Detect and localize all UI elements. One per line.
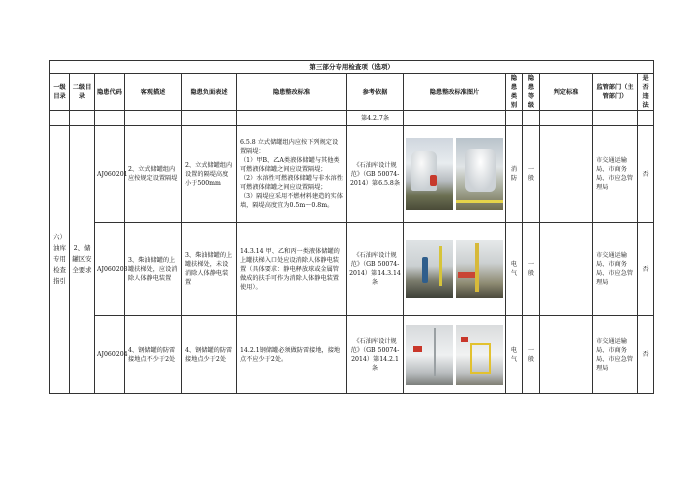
staircase-photo <box>456 240 503 298</box>
hazard-code: AJ060204 <box>95 316 125 394</box>
level2-category: 2、储罐区安全要求 <box>70 126 95 394</box>
continuation-basis: 第4.2.7条 <box>347 111 404 126</box>
header-veto: 是否违法 <box>638 74 654 111</box>
supervising-dept: 市交通运输局、市商务局、市应急管理局 <box>593 316 638 394</box>
hazard-category: 消防 <box>506 126 523 223</box>
hazard-grade: 一般 <box>523 126 540 223</box>
tank-photo <box>406 138 453 210</box>
objective-description: 4、钢储罐的防雷接地点不少于2处 <box>125 316 182 394</box>
negative-description: 2、立式储罐组内设置的隔堤高度小于500mm <box>182 126 237 223</box>
header-photo: 隐患整改标准图片 <box>404 74 506 111</box>
rectify-line: （2）水溶性可燃液体储罐与非水溶性可燃液体储罐之间应设置隔堤； <box>240 175 343 191</box>
level1-category: 六）油库专用检查指引 <box>50 126 70 394</box>
header-objective: 客观描述 <box>125 74 182 111</box>
header-dept: 监管部门（主管部门） <box>593 74 638 111</box>
grounding-photo <box>456 325 503 385</box>
header-negative: 隐患负面表述 <box>182 74 237 111</box>
inspection-sheet <box>49 60 653 372</box>
header-code: 隐患代码 <box>95 74 125 111</box>
reference-basis: 《石油库设计规范》（GB 50074-2014）第6.5.8条 <box>347 126 404 223</box>
staircase-photo <box>406 240 453 298</box>
rectify-line: （1）甲B、乙A类液体储罐与其他类可燃液体储罐之间应设置隔堤； <box>240 157 340 173</box>
objective-description: 2、立式储罐组内应按规定设置隔堤 <box>125 126 182 223</box>
rectify-line: 6.5.8 立式储罐组内应按下列规定设置隔堤： <box>240 139 339 155</box>
rectify-standard <box>237 126 347 223</box>
hazard-category: 电气 <box>506 316 523 394</box>
header-grade: 隐患等级 <box>523 74 540 111</box>
rectify-standard <box>237 223 347 316</box>
table-row <box>50 316 654 394</box>
negative-description: 3、柴油储罐的上罐扶梯处，未设消除人体静电装置 <box>182 223 237 316</box>
tank-photo <box>456 138 503 210</box>
grounding-photo <box>406 325 453 385</box>
section-title: 第三部分专用检查项（选项） <box>50 61 654 74</box>
continuation-row <box>50 111 654 126</box>
hazard-category: 电气 <box>506 223 523 316</box>
judge-standard <box>540 316 593 394</box>
hazard-code: AJ060203 <box>95 223 125 316</box>
veto-flag: 否 <box>638 223 654 316</box>
rectify-line: 14.2.1钢储罐必须做防雷接地，接地点不应少于2处。 <box>240 346 341 363</box>
rectify-line: （3）隔堤应采用不燃材料建造的实体墙，隔堤高度宜为0.5m～0.8m。 <box>240 193 343 209</box>
rectify-line: 14.3.14 甲、乙和丙一类液体储罐的上罐扶梯入口处应设消除人体静电装置（具体要求：静电释放球或金属管做成的扶手可作为消除人体静电装置使用）。 <box>240 247 340 291</box>
header-basis: 参考依据 <box>347 74 404 111</box>
table-row <box>50 126 654 223</box>
header-rectify-standard: 隐患整改标准 <box>237 74 347 111</box>
reference-basis: 《石油库设计规范》（GB 50074-2014）第14.3.14条 <box>347 223 404 316</box>
rectify-photo-cell <box>404 223 506 316</box>
objective-description: 3、柴油储罐的上罐扶梯处，应设消除人体静电装置 <box>125 223 182 316</box>
hazard-grade: 一般 <box>523 223 540 316</box>
rectify-standard <box>237 316 347 394</box>
rectify-photo-cell <box>404 126 506 223</box>
header-level2: 二级目录 <box>70 74 95 111</box>
supervising-dept: 市交通运输局、市商务局、市应急管理局 <box>593 126 638 223</box>
table-row <box>50 223 654 316</box>
negative-description: 4、钢储罐的防雷接地点少于2处 <box>182 316 237 394</box>
rectify-photo-cell <box>404 316 506 394</box>
header-level1: 一级目录 <box>50 74 70 111</box>
hazard-code: AJ060201 <box>95 126 125 223</box>
header-category: 隐患类别 <box>506 74 523 111</box>
hazard-grade: 一般 <box>523 316 540 394</box>
judge-standard <box>540 126 593 223</box>
judge-standard <box>540 223 593 316</box>
reference-basis: 《石油库设计规范》（GB 50074-2014）第14.2.1条 <box>347 316 404 394</box>
header-judge: 判定标准 <box>540 74 593 111</box>
veto-flag: 否 <box>638 316 654 394</box>
veto-flag: 否 <box>638 126 654 223</box>
inspection-table <box>49 60 654 394</box>
supervising-dept: 市交通运输局、市商务局、市应急管理局 <box>593 223 638 316</box>
